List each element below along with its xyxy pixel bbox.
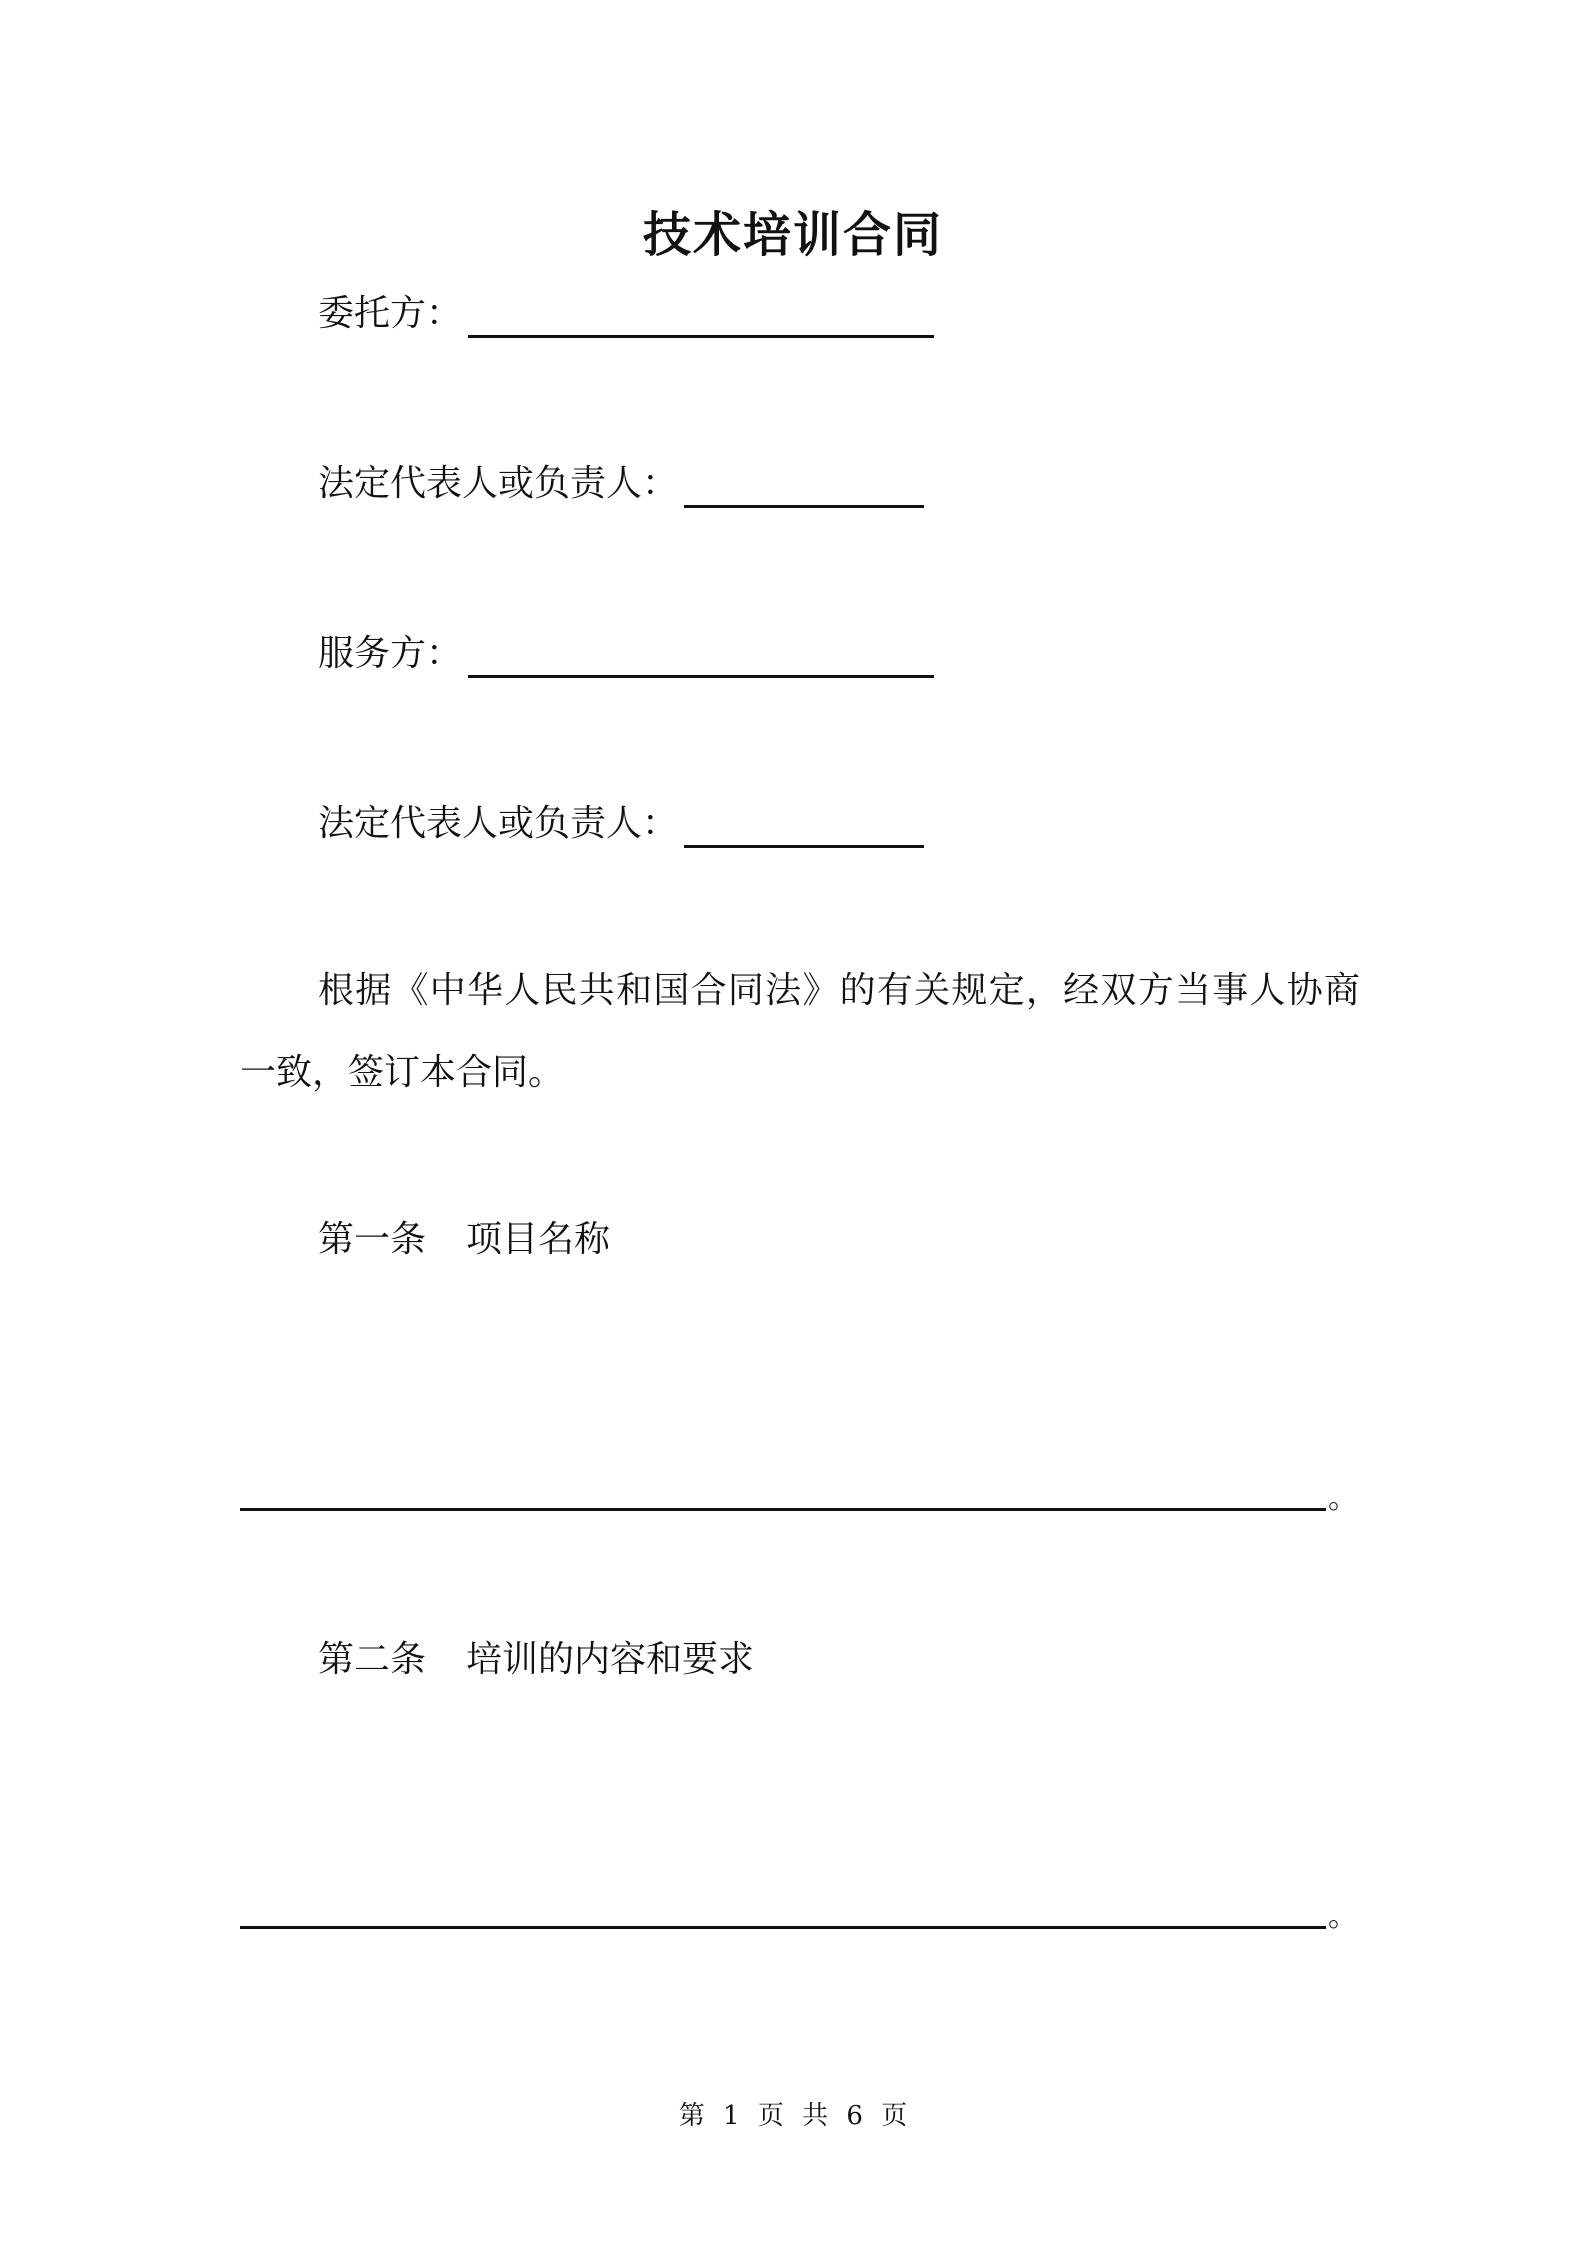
client-field	[318, 284, 934, 344]
article-1-heading	[318, 1210, 610, 1270]
client-representative-label: 法定代表人或负责人：	[318, 463, 679, 504]
preamble-paragraph: 根据《中华人民共和国合同法》的有关规定，经双方当事人协商一致，签订本合同。	[240, 970, 1360, 1093]
provider-blank-line[interactable]	[468, 635, 934, 678]
document-title: 技术培训合同	[642, 207, 943, 263]
client-label: 委托方：	[318, 293, 463, 334]
article-1-fill-line[interactable]	[240, 1508, 1326, 1511]
article-1-title: 项目名称	[466, 1219, 611, 1260]
article-1-end-mark: 。	[1328, 1481, 1358, 1516]
article-2-number: 第二条	[318, 1639, 427, 1680]
client-representative-blank-line[interactable]	[684, 465, 924, 508]
article-2-end-mark: 。	[1328, 1899, 1358, 1934]
provider-field	[318, 624, 934, 684]
provider-representative-blank-line[interactable]	[684, 805, 924, 848]
article-2-fill-line[interactable]	[240, 1926, 1326, 1929]
article-2-heading	[318, 1630, 754, 1690]
page-number-footer: 第 1 页 共 6 页	[678, 2101, 908, 2131]
provider-label: 服务方：	[318, 633, 463, 674]
article-1-number: 第一条	[318, 1219, 427, 1260]
provider-representative-label: 法定代表人或负责人：	[318, 803, 679, 844]
client-blank-line[interactable]	[468, 295, 934, 338]
provider-representative-field	[318, 794, 924, 854]
article-2-title: 培训的内容和要求	[466, 1639, 755, 1680]
client-representative-field	[318, 454, 924, 514]
